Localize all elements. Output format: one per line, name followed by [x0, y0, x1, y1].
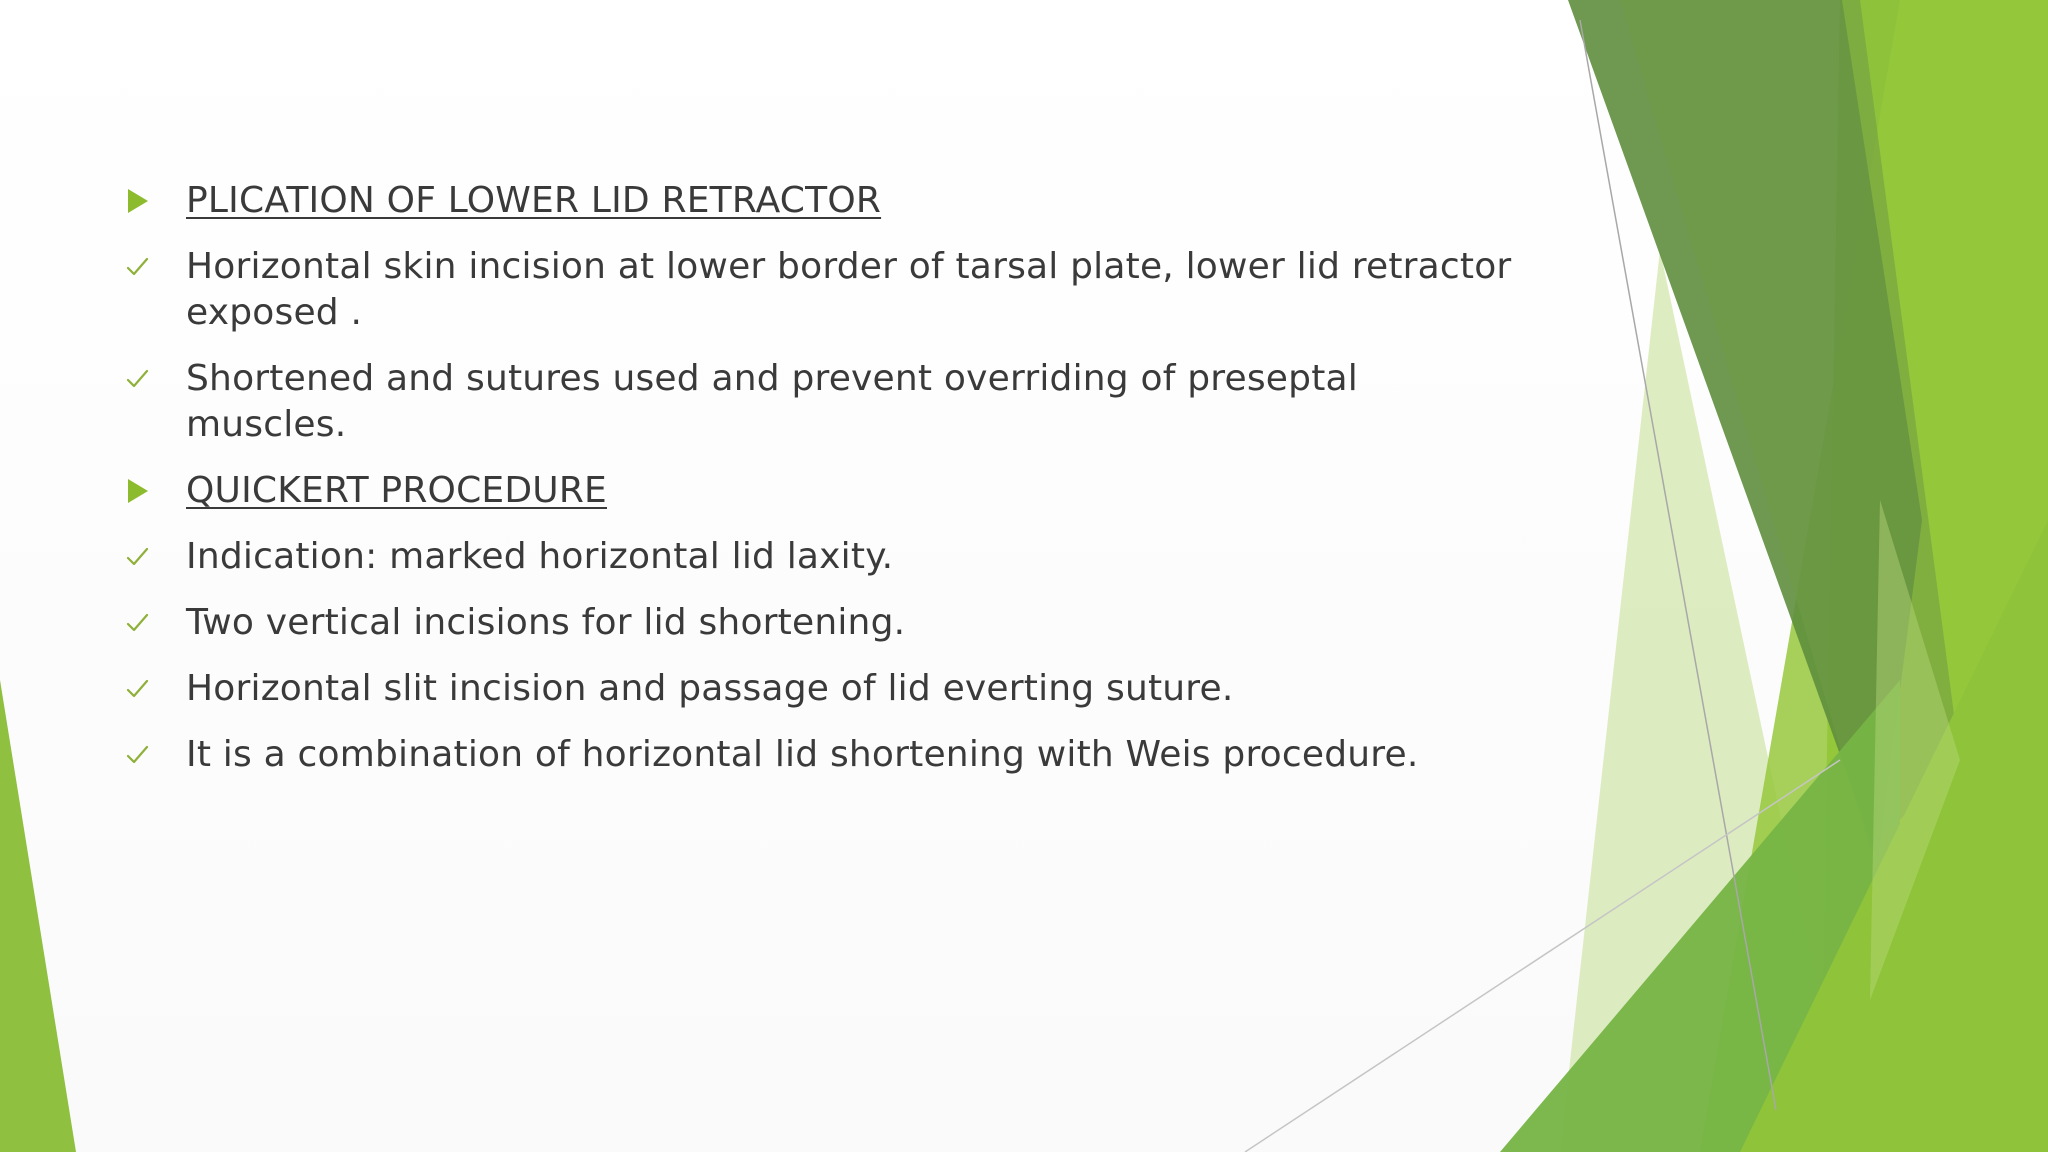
list-item-text: Indication: marked horizontal lid laxity. [186, 536, 894, 577]
left-green-sliver [0, 680, 76, 1152]
check-bullet-icon [126, 732, 186, 778]
list-item-text: Horizontal skin incision at lower border of tarsal plate, lower lid retractor exposed . [186, 246, 1512, 333]
list-item [126, 666, 1526, 712]
list-item [126, 600, 1526, 646]
list-item [126, 244, 1526, 336]
list-item-text: It is a combination of horizontal lid shortening with Weis procedure. [186, 734, 1419, 775]
list-item [126, 534, 1526, 580]
list-item-heading [126, 468, 1526, 514]
check-bullet-icon [126, 534, 186, 580]
bullet-list [126, 178, 1526, 798]
triangle-bullet-icon [126, 178, 186, 224]
list-item-text: Two vertical incisions for lid shortening. [186, 602, 906, 643]
list-item-heading [126, 178, 1526, 224]
triangle-bullet-icon [126, 468, 186, 514]
check-bullet-icon [126, 666, 186, 712]
check-bullet-icon [126, 356, 186, 402]
list-item-text: Horizontal slit incision and passage of lid everting suture. [186, 668, 1234, 709]
check-bullet-icon [126, 600, 186, 646]
list-item [126, 732, 1526, 778]
check-bullet-icon [126, 244, 186, 290]
list-item-text: PLICATION OF LOWER LID RETRACTOR [186, 180, 882, 221]
list-item [126, 356, 1526, 448]
list-item-text: Shortened and sutures used and prevent overriding of preseptal muscles. [186, 358, 1358, 445]
list-item-text: QUICKERT PROCEDURE [186, 470, 607, 511]
